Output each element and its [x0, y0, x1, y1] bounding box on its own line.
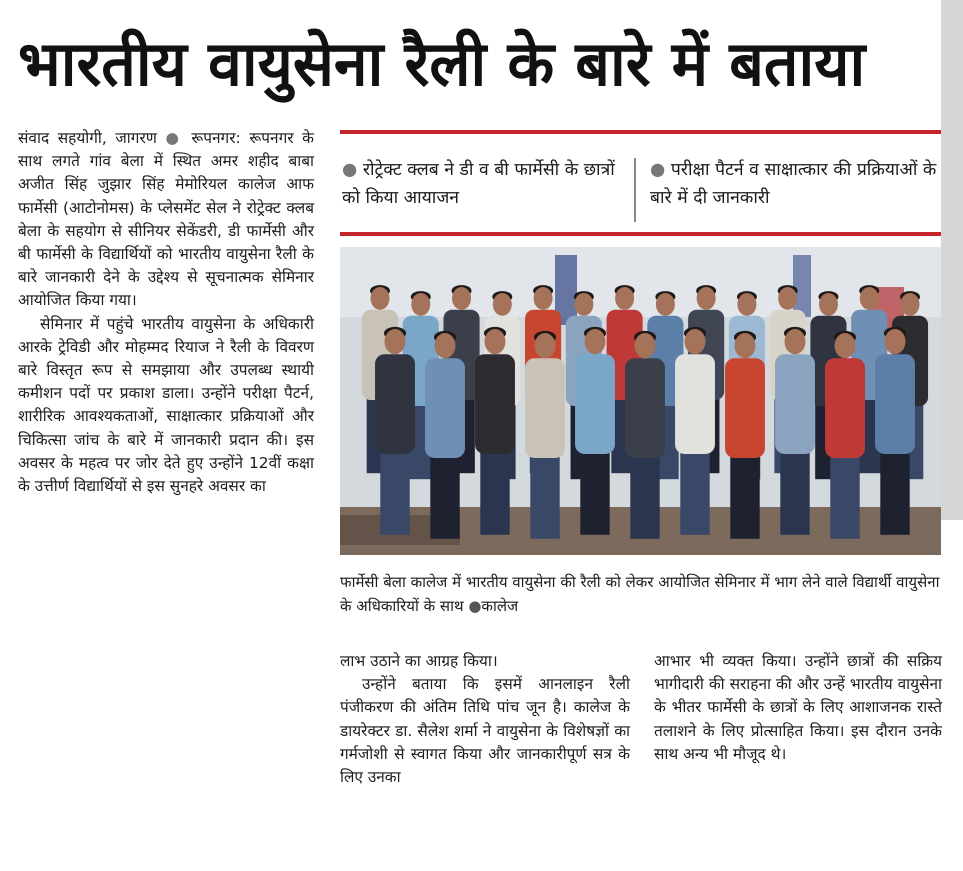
subhead-2	[650, 156, 940, 212]
bullet-dot-icon: ●	[468, 597, 482, 615]
person-figure	[625, 331, 665, 539]
subhead-2-text: परीक्षा पैटर्न व साक्षात्कार की प्रक्रियाओं के बारे में दी जानकारी	[650, 160, 937, 208]
page-edge-strip	[941, 0, 963, 520]
caption-text: फार्मेसी बेला कालेज में भारतीय वायुसेना की रैली को लेकर आयोजित सेमिनार में भाग लेने वाले विद्यार्थी वायुसेना के अधिकारियों के साथ	[340, 573, 940, 615]
bullet-dot-icon: ●	[165, 129, 183, 147]
column2-para2: उन्होंने बताया कि इसमें आनलाइन रैली पंजीकरण की अंतिम तिथि पांच जून है। कालेज के डायरेक्टर डा. सैलेश शर्मा ने वायुसेना के विशेषज्ञों का गर्मजोशी से स्वागत किया और जानकारीपूर्ण सत्र के लिए उनका	[340, 675, 630, 787]
column1-para2: सेमिनार में पहुंचे भारतीय वायुसेना के अधिकारी आरके ट्रेविडी और मोहम्मद रियाज ने रैली के विवरण बारे विस्तृत रूप से समझाया और उपलब्ध स्थायी कमीशन पदों पर प्रकाश डाला। उन्होंने परीक्षा पैटर्न, शारीरिक आवश्यकताओं, साक्षात्कार प्रक्रियाओं और चिकित्सा जांच के बारे में जानकारी प्रदान की। इस अवसर के महत्व पर जोर देते हुए उन्होंने 12वीं कक्षा के उत्तीर्ण विद्यार्थियों से इस सुनहरे अवसर का	[18, 314, 314, 496]
person-figure	[575, 327, 615, 535]
byline	[18, 127, 314, 313]
caption-credit: कालेज	[481, 597, 519, 615]
column2-para1: लाभ उठाने का आग्रह किया।	[340, 652, 498, 670]
person-figure	[525, 331, 565, 539]
byline-source: संवाद सहयोगी, जागरण	[18, 129, 157, 147]
byline-place: रूपनगर:	[191, 129, 241, 147]
subhead-1	[342, 156, 624, 212]
window-panel	[793, 255, 811, 317]
person-figure	[875, 327, 915, 535]
person-figure	[825, 331, 865, 539]
article-column-3	[654, 650, 942, 766]
bullet-dot-icon: ●	[342, 160, 358, 180]
photo-caption	[340, 570, 941, 618]
subhead-1-text: रोट्रेक्ट क्लब ने डी व बी फार्मेसी के छात्रों को किया आयाजन	[342, 160, 615, 208]
person-figure	[475, 327, 515, 535]
person-figure	[375, 327, 415, 535]
column3-para1: आभार भी व्यक्त किया। उन्होंने छात्रों की सक्रिय भागीदारी की सराहना की और उन्हें भारतीय वायुसेना के भीतर फार्मेसी के छात्रों के लिए आशाजनक रास्ते तलाशने के लिए प्रोत्साहित किया। इस दौरान उनके साथ अन्य भी मौजूद थे।	[654, 652, 942, 763]
column1-para1: रूपनगर के साथ लगते गांव बेला में स्थित अमर शहीद बाबा अजीत सिंह जुझार सिंह मेमोरियल कालेज आफ फार्मेसी (आटोनोमस) के प्लेसमेंट सेल ने रोट्रेक्ट क्लब बेला के सहयोग से सीनियर सेकेंडरी, डी फार्मेसी और बी फार्मेसी के विद्यार्थियों को भारतीय वायुसेना रैली के बारे जानकारी देने के उद्देश्य से सूचनात्मक सेमिनार आयोजित किया गया।	[18, 129, 314, 310]
person-figure	[675, 327, 715, 535]
person-figure	[725, 331, 765, 539]
headline: भारतीय वायुसेना रैली के बारे में बताया	[18, 27, 866, 100]
group-photo	[340, 247, 941, 555]
article-column-2	[340, 650, 630, 789]
person-figure	[775, 327, 815, 535]
bullet-dot-icon: ●	[650, 160, 666, 180]
subhead-divider	[634, 158, 636, 222]
group-photo-illustration	[340, 247, 941, 555]
person-figure	[425, 331, 465, 539]
subhead-rule-bottom	[340, 232, 941, 236]
subhead-rule-top	[340, 130, 941, 134]
article-column-1	[18, 127, 314, 498]
